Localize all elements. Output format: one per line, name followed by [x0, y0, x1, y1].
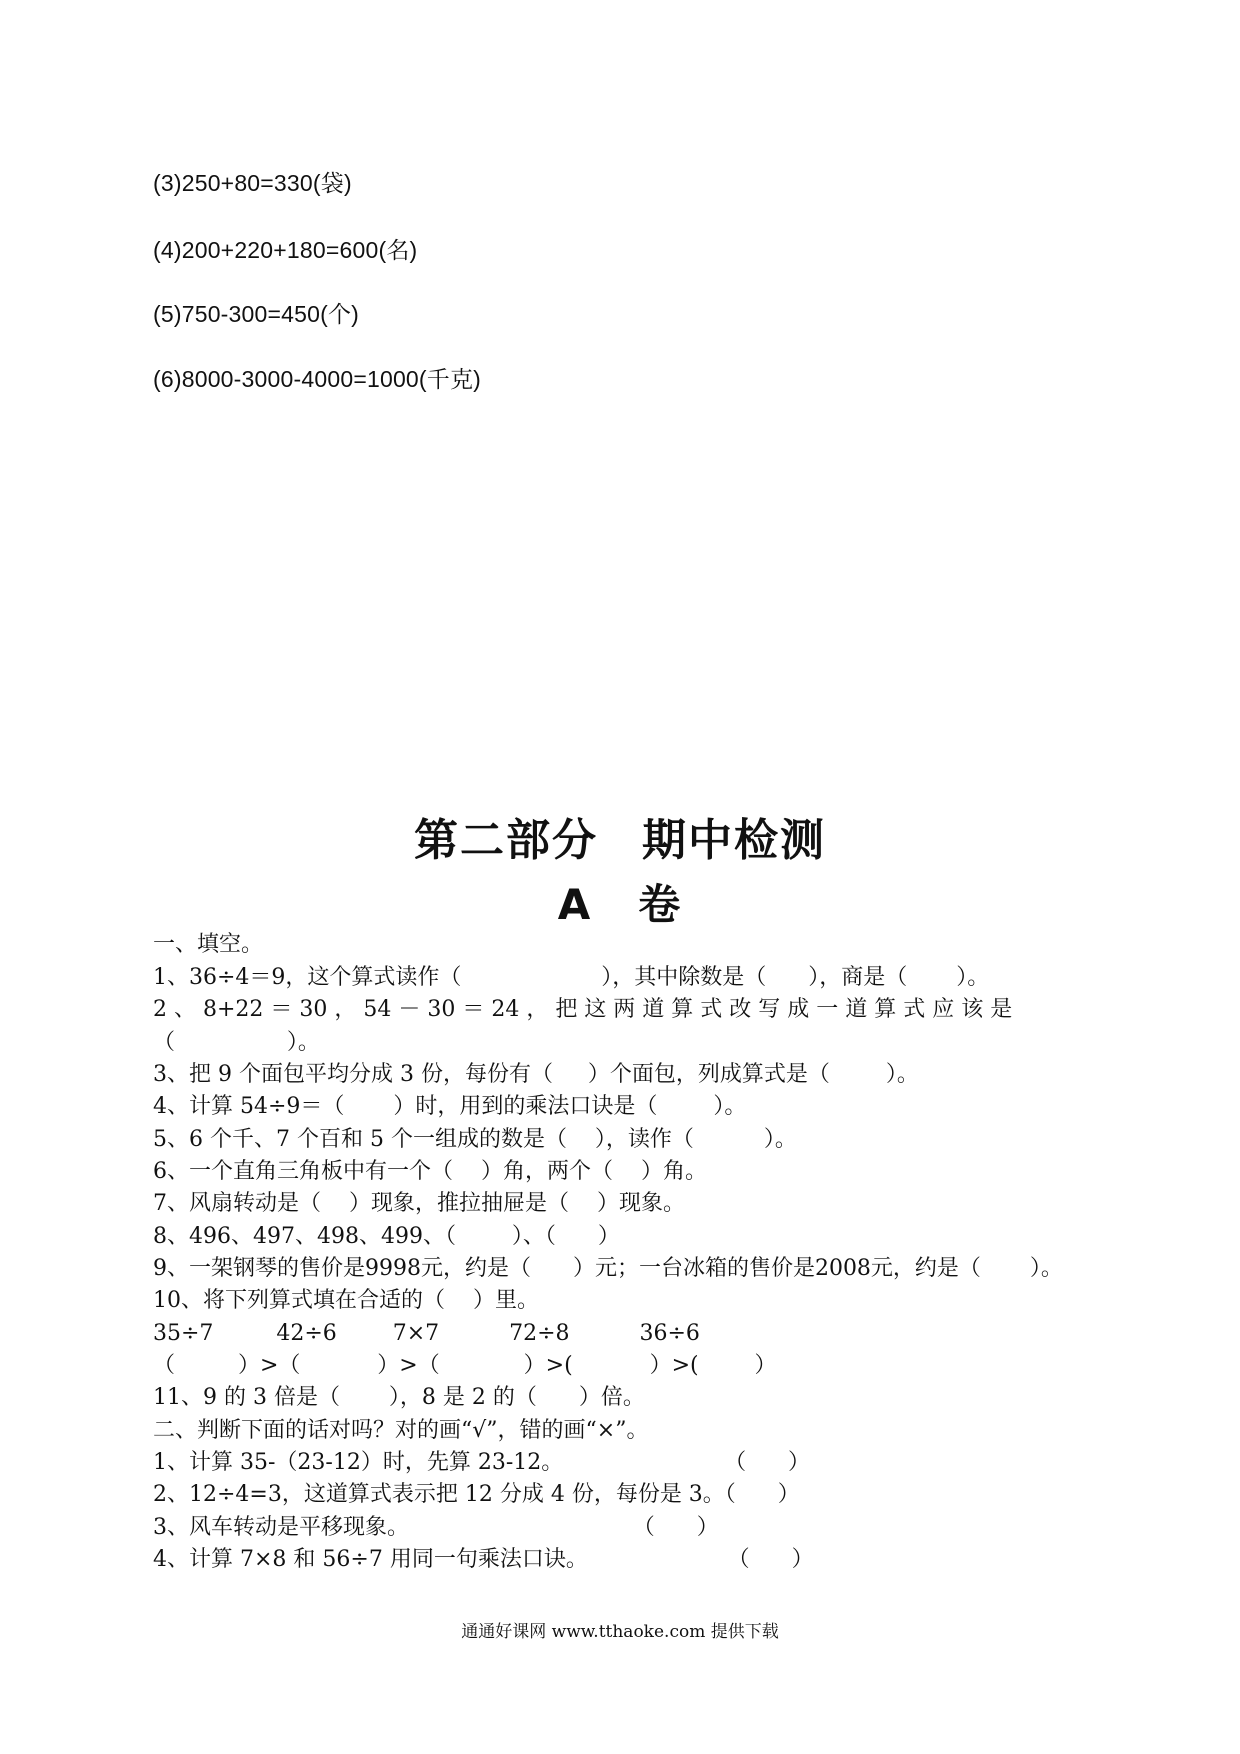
question-1-10: 10、将下列算式填在合适的（ ）里。	[153, 1288, 539, 1313]
question-1-10-expressions: 35÷7 42÷6 7×7 72÷8 36÷6	[153, 1321, 700, 1346]
question-1-1: 1、36÷4＝9，这个算式读作（ ），其中除数是（ ），商是（ ）。	[153, 965, 990, 990]
title-part: 第二部分	[414, 815, 598, 866]
question-1-3: 3、把 9 个面包平均分成 3 份，每份有（ ）个面包，列成算式是（ ）。	[153, 1062, 919, 1087]
section1-heading: 一、填空。	[153, 932, 264, 957]
answer-line-5: (5)750-300=450(个)	[153, 301, 360, 327]
question-1-5: 5、6 个千、7 个百和 5 个一组成的数是（ ），读作（ ）。	[153, 1127, 797, 1152]
page-subtitle	[0, 872, 1240, 932]
question-1-8: 8、496、497、498、499、（ ）、（ ）	[153, 1224, 620, 1249]
answer-line-3: (3)250+80=330(袋)	[153, 170, 352, 196]
question-1-2-line1: 2 、 8+22 ＝ 30 ， 54 － 30 ＝ 24 ， 把 这 两 道 算 式 改 写 成 一 道 算 式 应 该 是	[153, 997, 1013, 1022]
question-1-11: 11、9 的 3 倍是（ ），8 是 2 的（ ）倍。	[153, 1385, 645, 1410]
question-1-7: 7、风扇转动是（ ）现象，推拉抽屉是（ ）现象。	[153, 1191, 685, 1216]
question-2-4: 4、计算 7×8 和 56÷7 用同一句乘法口诀。 （ ）	[153, 1547, 814, 1572]
question-1-2-line2: （ ）。	[153, 1030, 320, 1055]
subtitle-volume: 卷	[638, 880, 683, 929]
question-2-1: 1、计算 35-（23-12）时，先算 23-12。 （ ）	[153, 1450, 811, 1475]
subtitle-letter: A	[557, 880, 593, 929]
answer-line-6: (6)8000-3000-4000=1000(千克)	[153, 366, 482, 392]
question-2-3: 3、风车转动是平移现象。 （ ）	[153, 1515, 719, 1540]
footer-download-note: 通通好课网 www.tthaoke.com 提供下载	[461, 1622, 779, 1642]
section2-heading: 二、判断下面的话对吗？对的画“√”，错的画“×”。	[153, 1418, 649, 1443]
question-1-9: 9、一架钢琴的售价是9998元，约是（ ）元；一台冰箱的售价是2008元，约是（ ）。	[153, 1256, 1063, 1281]
question-1-6: 6、一个直角三角板中有一个（ ）角，两个（ ）角。	[153, 1159, 707, 1184]
page-title	[0, 804, 1240, 868]
question-1-4: 4、计算 54÷9＝（ ）时，用到的乘法口诀是（ ）。	[153, 1094, 747, 1119]
question-1-10-blanks: （ ）>（ ）>（ ）>( ）>( ）	[153, 1353, 777, 1378]
question-2-2: 2、12÷4=3，这道算式表示把 12 分成 4 份，每份是 3。（ ）	[153, 1482, 800, 1507]
answer-line-4: (4)200+220+180=600(名)	[153, 237, 418, 263]
title-exam: 期中检测	[642, 815, 826, 866]
